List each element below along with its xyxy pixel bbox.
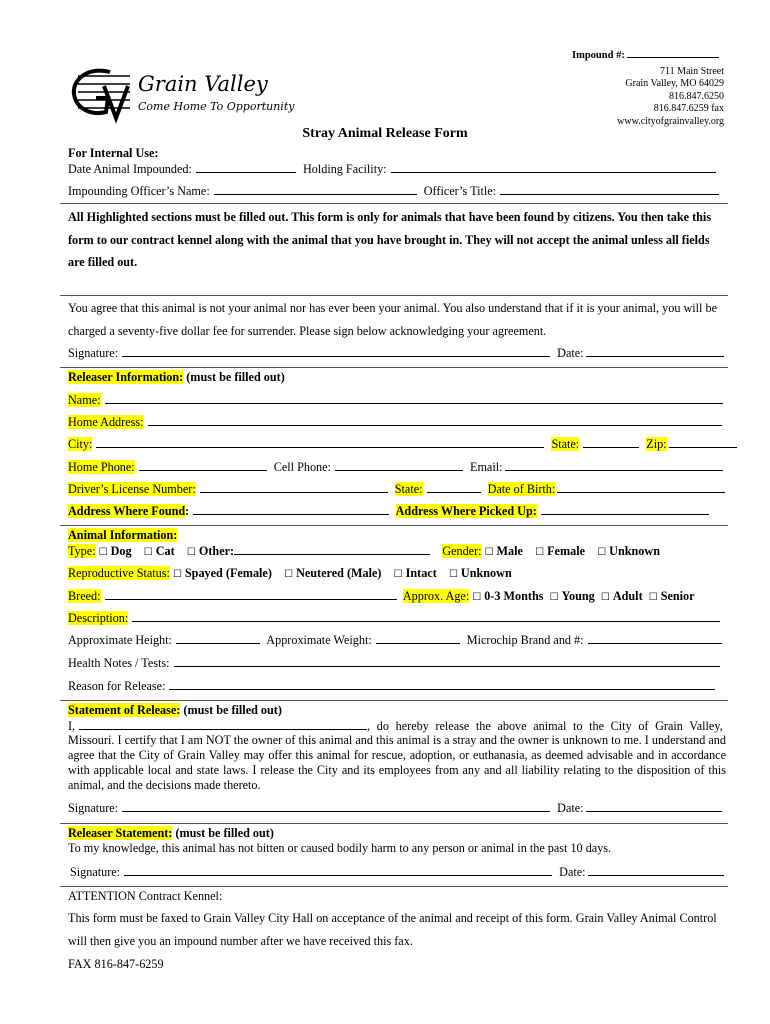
- divider: [60, 367, 728, 368]
- gender-female-label: Female: [547, 544, 586, 558]
- reason-field[interactable]: [68, 678, 715, 694]
- height-label: Approximate Height:: [68, 633, 172, 647]
- officer-field[interactable]: [68, 183, 719, 199]
- repro-neutered-label: Neutered (Male): [296, 566, 382, 580]
- statement-text: Missouri. I certify that I am NOT the owner of this animal and this animal is a stray and the owner is unknown to me. I understand and agree that the City of Grain Valley may offer this animal for rescue, adoption, or euthanasia, as deemed advisable and in accordance with applicable local and state laws. I release the City and its employees from any and all liability relating to the disposition of this animal, and the decisions made thereto.: [68, 733, 726, 792]
- drivers-license-label: Driver’s License Number:: [68, 482, 196, 496]
- divider: [60, 886, 728, 887]
- type-gender-row: [68, 543, 660, 559]
- type-other-label: Other:: [198, 544, 235, 558]
- holding-facility-label: Holding Facility:: [302, 162, 387, 176]
- divider: [60, 700, 728, 701]
- gender-female-checkbox[interactable]: ☐ Female: [535, 544, 586, 558]
- name-field[interactable]: [68, 392, 723, 408]
- home-address-label: Home Address:: [68, 415, 144, 429]
- age-0-3-checkbox[interactable]: ☐ 0-3 Months: [472, 589, 544, 603]
- address-picked-label: Address Where Picked Up:: [395, 504, 537, 518]
- releaser-date-label: Date:: [559, 865, 586, 879]
- address-city: Grain Valley, MO 64029: [625, 78, 724, 90]
- address-phone: 816.847.6250: [669, 90, 724, 102]
- home-address-field[interactable]: [68, 414, 722, 430]
- age-senior-checkbox[interactable]: ☐ Senior: [648, 589, 695, 603]
- agreement-text: You agree that this animal is not your animal nor has ever been your animal. You also understand that if it is your animal, you will be charged a seventy-five dollar fee for surrender. Please sign below acknowledging your agreement.: [68, 301, 717, 338]
- repro-label: Reproductive Status:: [68, 566, 170, 580]
- state-label-2: State:: [394, 482, 423, 496]
- measurements-field[interactable]: [68, 632, 722, 648]
- cell-phone-label: Cell Phone:: [273, 460, 331, 474]
- age-adult-label: Adult: [612, 589, 643, 603]
- divider: [60, 295, 728, 296]
- phone-email-field[interactable]: [68, 459, 723, 475]
- divider: [60, 823, 728, 824]
- kennel-text: This form must be faxed to Grain Valley City Hall on acceptance of the animal and receipt of this form. Grain Valley Animal Control will then give you an impound number after we have received this fax.: [68, 911, 717, 948]
- description-field[interactable]: [68, 610, 720, 626]
- statement-title: Statement of Release:: [68, 703, 181, 717]
- age-label: Approx. Age:: [402, 589, 470, 603]
- gender-label: Gender:: [442, 544, 482, 558]
- age-young-label: Young: [561, 589, 595, 603]
- date-impounded-field[interactable]: [68, 161, 716, 177]
- age-young-checkbox[interactable]: ☐ Young: [549, 589, 595, 603]
- repro-intact-checkbox[interactable]: ☐ Intact: [393, 566, 437, 580]
- city-label: City:: [68, 437, 93, 451]
- logo-tagline: Come Home To Opportunity: [138, 100, 295, 113]
- releaser-statement-heading: [68, 826, 274, 841]
- animal-info-title: Animal Information:: [68, 528, 178, 542]
- releaser-info-note: (must be filled out): [186, 370, 285, 384]
- statement-first-line[interactable]: [68, 718, 726, 734]
- grain-valley-logo: [70, 64, 300, 124]
- age-0-3-label: 0-3 Months: [484, 589, 544, 603]
- releaser-signature-field[interactable]: [70, 864, 724, 880]
- repro-spayed-label: Spayed (Female): [184, 566, 272, 580]
- repro-intact-label: Intact: [405, 566, 437, 580]
- statement-date-label: Date:: [557, 801, 584, 815]
- home-phone-label: Home Phone:: [68, 460, 135, 474]
- repro-row: [68, 566, 512, 581]
- health-field[interactable]: [68, 655, 720, 671]
- repro-spayed-checkbox[interactable]: ☐ Spayed (Female): [172, 566, 272, 580]
- internal-use-heading: For Internal Use:: [68, 146, 159, 160]
- city-state-zip-field[interactable]: [68, 436, 737, 452]
- releaser-info-title: Releaser Information:: [68, 370, 184, 384]
- name-label: Name:: [68, 393, 101, 407]
- type-other-checkbox[interactable]: ☐ Other:: [187, 544, 430, 558]
- statement-heading: [68, 703, 282, 718]
- divider: [60, 203, 728, 204]
- statement-i: I,: [68, 719, 76, 733]
- email-label: Email:: [470, 460, 503, 474]
- breed-input[interactable]: [105, 588, 397, 600]
- address-fax: 816.847.6259 fax: [653, 103, 724, 115]
- address-website: www.cityofgrainvalley.org: [617, 115, 724, 127]
- reason-label: Reason for Release:: [68, 679, 166, 693]
- kennel-fax: FAX 816-847-6259: [68, 957, 164, 971]
- repro-unknown-checkbox[interactable]: ☐ Unknown: [448, 566, 512, 580]
- statement-note: (must be filled out): [183, 703, 282, 717]
- agreement-date-label: Date:: [557, 346, 584, 360]
- breed-label: Breed:: [68, 589, 101, 603]
- animal-info-heading: [68, 528, 177, 543]
- repro-unknown-label: Unknown: [460, 566, 512, 580]
- breed-age-row: [68, 588, 695, 604]
- releaser-statement-note: (must be filled out): [175, 826, 274, 840]
- health-label: Health Notes / Tests:: [68, 656, 170, 670]
- statement-signature-label: Signature:: [68, 801, 119, 815]
- statement-first-line-end: , do hereby release the above animal to the City of Grain Valley,: [367, 719, 723, 733]
- repro-neutered-checkbox[interactable]: ☐ Neutered (Male): [284, 566, 382, 580]
- microchip-label: Microchip Brand and #:: [466, 633, 584, 647]
- address-found-label: Address Where Found: [68, 504, 186, 518]
- state-label: State:: [551, 437, 580, 451]
- description-label: Description:: [68, 611, 129, 625]
- type-cat-label: Cat: [155, 544, 175, 558]
- age-adult-checkbox[interactable]: ☐ Adult: [600, 589, 643, 603]
- releaser-info-heading: [68, 370, 285, 385]
- dob-label: Date of Birth:: [487, 482, 556, 496]
- releaser-signature-label: Signature:: [70, 865, 121, 879]
- gender-unknown-checkbox[interactable]: ☐ Unknown: [597, 544, 660, 558]
- gender-male-label: Male: [496, 544, 523, 558]
- address-found-field[interactable]: Address Where Found: Address Where Picked Up:: [68, 503, 709, 519]
- agreement-signature-label: Signature:: [68, 346, 119, 360]
- logo-name: Grain Valley: [138, 72, 268, 96]
- agreement-signature-field[interactable]: [68, 345, 724, 361]
- type-dog-checkbox[interactable]: ☐ Dog: [98, 544, 132, 558]
- releaser-statement-text: To my knowledge, this animal has not bitten or caused bodily harm to any person or animal in the past 10 days.: [68, 841, 612, 855]
- type-cat-checkbox[interactable]: ☐ Cat: [143, 544, 175, 558]
- license-dob-field[interactable]: [68, 481, 725, 497]
- zip-label: Zip:: [646, 437, 667, 451]
- type-dog-label: Dog: [110, 544, 132, 558]
- releaser-statement-title: Releaser Statement:: [68, 826, 173, 840]
- kennel-attention: ATTENTION Contract Kennel:: [68, 889, 223, 903]
- impound-label: Impound #:: [572, 50, 625, 61]
- date-impounded-label: Date Animal Impounded:: [68, 162, 192, 176]
- logo-monogram-text: GV: [130, 122, 132, 123]
- statement-signature-field[interactable]: [68, 800, 722, 816]
- age-senior-label: Senior: [660, 589, 695, 603]
- divider: [60, 525, 728, 526]
- page-title: Stray Animal Release Form: [302, 126, 468, 141]
- city-address: [617, 66, 724, 128]
- weight-label: Approximate Weight:: [266, 633, 372, 647]
- officer-title-label: Officer’s Title:: [423, 184, 497, 198]
- impound-field[interactable]: [572, 46, 719, 61]
- type-label: Type:: [68, 544, 96, 558]
- gender-unknown-label: Unknown: [609, 544, 660, 558]
- notice-text: All Highlighted sections must be filled out. This form is only for animals that have been found by citizens. You then take this form to our contract kennel along with the animal that you have brought in. They will not accept the animal unless all fields are filled out.: [68, 210, 712, 269]
- officer-name-label: Impounding Officer’s Name:: [68, 184, 210, 198]
- gender-male-checkbox[interactable]: ☐ Male: [484, 544, 523, 558]
- address-street: 711 Main Street: [659, 66, 724, 77]
